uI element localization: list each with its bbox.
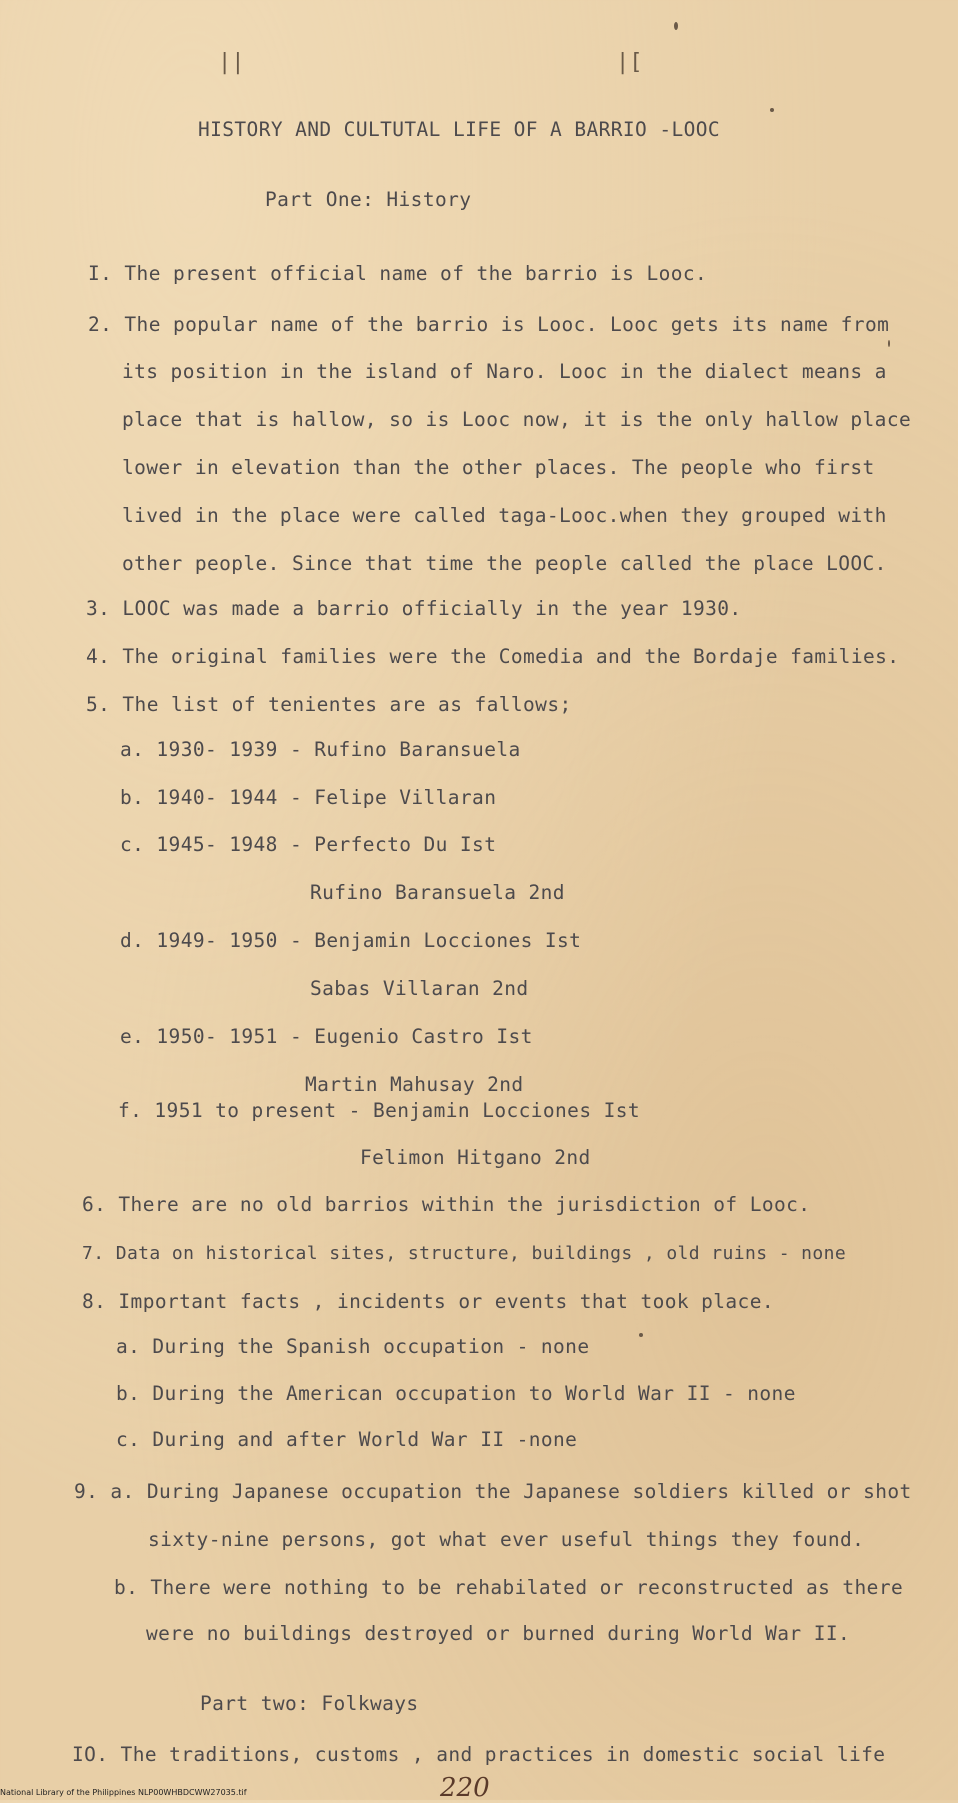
teniente-c: c. 1945- 1948 - Perfecto Du Ist: [120, 833, 497, 856]
line-9-b: b. There were nothing to be rehabilated or reconstructed as there: [114, 1576, 904, 1599]
line-1: I. The present official name of the barrio is Looc.: [88, 262, 708, 285]
part-one-heading: Part One: History: [265, 188, 472, 211]
line-6-item: 6. There are no old barrios within the jurisdiction of Looc.: [82, 1193, 811, 1216]
stain-mark: [674, 22, 678, 30]
line-6: lived in the place were called taga-Looc.when they grouped with: [122, 504, 887, 527]
line-5: lower in elevation than the other places. The people who first: [122, 456, 875, 479]
teniente-f: f. 1951 to present - Benjamin Locciones Ist: [118, 1099, 641, 1122]
teniente-f-2nd: Felimon Hitgano 2nd: [360, 1146, 591, 1169]
line-10-item: IO. The traditions, customs , and practices in domestic social life: [72, 1743, 886, 1766]
teniente-d-2nd: Sabas Villaran 2nd: [310, 977, 529, 1000]
line-4: place that is hallow, so is Looc now, it is the only hallow place: [122, 408, 912, 431]
document-title: HISTORY AND CULTUTAL LIFE OF A BARRIO -LOOC: [198, 118, 721, 141]
stain-mark: [888, 340, 890, 347]
line-10: 5. The list of tenientes are as fallows;: [86, 693, 572, 716]
teniente-e: e. 1950- 1951 - Eugenio Castro Ist: [120, 1025, 533, 1048]
teniente-e-2nd: Martin Mahusay 2nd: [305, 1073, 524, 1096]
event-a: a. During the Spanish occupation - none: [116, 1335, 590, 1358]
part-two-heading: Part two: Folkways: [200, 1692, 419, 1715]
line-7-item: 7. Data on historical sites, structure, buildings , old ruins - none: [82, 1243, 847, 1264]
teniente-d: d. 1949- 1950 - Benjamin Locciones Ist: [120, 929, 582, 952]
teniente-b: b. 1940- 1944 - Felipe Villaran: [120, 786, 497, 809]
line-9-a: 9. a. During Japanese occupation the Japanese soldiers killed or shot: [74, 1480, 912, 1503]
line-8: 3. LOOC was made a barrio officially in the year 1930.: [86, 597, 742, 620]
event-b: b. During the American occupation to World War II - none: [116, 1382, 796, 1405]
footer-caption: National Library of the Philippines NLP00WHBDCWW27035.tif: [0, 1788, 247, 1797]
line-9: 4. The original families were the Comedia and the Bordaje families.: [86, 645, 900, 668]
teniente-a: a. 1930- 1939 - Rufino Baransuela: [120, 738, 521, 761]
event-c: c. During and after World War II -none: [116, 1428, 578, 1451]
line-9-b-cont: were no buildings destroyed or burned during World War II.: [146, 1622, 851, 1645]
line-3: its position in the island of Naro. Looc in the dialect means a: [122, 360, 887, 383]
stain-mark: [770, 108, 774, 112]
line-8-item: 8. Important facts , incidents or events that took place.: [82, 1290, 774, 1313]
line-9-a-cont: sixty-nine persons, got what ever useful things they found.: [148, 1528, 865, 1551]
line-2: 2. The popular name of the barrio is Looc. Looc gets its name from: [88, 313, 890, 336]
teniente-c-2nd: Rufino Baransuela 2nd: [310, 881, 565, 904]
margin-mark-right: |[: [616, 50, 643, 75]
margin-mark-left: ||: [218, 50, 245, 75]
stain-mark: [639, 1333, 643, 1337]
page-number: 220: [440, 1773, 490, 1803]
line-7: other people. Since that time the people called the place LOOC.: [122, 552, 887, 575]
